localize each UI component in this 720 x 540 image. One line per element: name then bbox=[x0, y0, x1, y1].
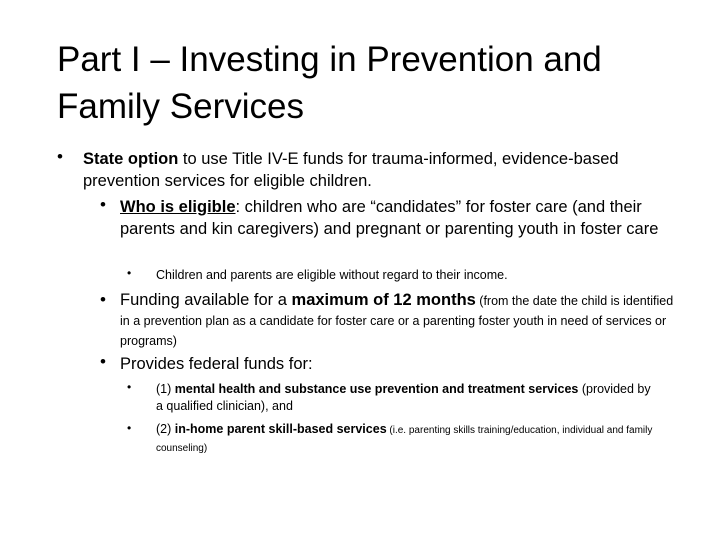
slide-title: Part I – Investing in Prevention and Family Services bbox=[57, 40, 602, 126]
bullet-dot: • bbox=[127, 380, 132, 394]
bullet-dot: • bbox=[127, 266, 132, 280]
bullet-dot: • bbox=[100, 195, 106, 214]
bullet-dot: • bbox=[100, 352, 106, 371]
bullet-dot: • bbox=[100, 290, 106, 309]
who-is-eligible-label: Who is eligible bbox=[120, 198, 236, 216]
bullet-provides-funds bbox=[120, 353, 680, 375]
state-option-text: to use Title IV-E funds for trauma-informed, evidence-based prevention services for eligible children. bbox=[83, 150, 619, 190]
bullet-mental-health bbox=[156, 381, 656, 415]
provides-funds-text: Provides federal funds for: bbox=[120, 355, 313, 373]
in-home-services: in-home parent skill-based services bbox=[174, 422, 387, 436]
bullet-in-home bbox=[156, 421, 666, 457]
mental-health-services: mental health and substance use prevention and treatment services bbox=[174, 382, 579, 396]
bullet-funding bbox=[120, 291, 685, 351]
bullet-dot: • bbox=[57, 147, 63, 166]
mental-health-prefix: (1) bbox=[156, 382, 175, 396]
bullet-dot: • bbox=[127, 421, 132, 435]
bullet-income bbox=[156, 267, 686, 284]
who-is-eligible-text: : children who are “candidates” for foster care (and their parents and kin caregivers) and pregnant or parenting youth in foster care bbox=[120, 198, 659, 238]
bullet-who-is-eligible bbox=[120, 196, 682, 240]
funding-note: (from the date the child is identified in a prevention plan as a candidate for foster care or a parenting foster youth in need of services or programs) bbox=[120, 294, 674, 348]
bullet-state-option bbox=[83, 148, 683, 192]
state-option-label: State option bbox=[83, 150, 179, 168]
in-home-note: (i.e. parenting skills training/education, individual and family counseling) bbox=[156, 425, 653, 454]
mental-health-suffix: (provided by a qualified clinician), and bbox=[156, 382, 651, 413]
in-home-prefix: (2) bbox=[156, 422, 175, 436]
funding-text: Funding available for a bbox=[120, 291, 292, 309]
funding-maximum: maximum of 12 months bbox=[291, 291, 476, 309]
income-text: Children and parents are eligible without regard to their income. bbox=[156, 268, 508, 282]
